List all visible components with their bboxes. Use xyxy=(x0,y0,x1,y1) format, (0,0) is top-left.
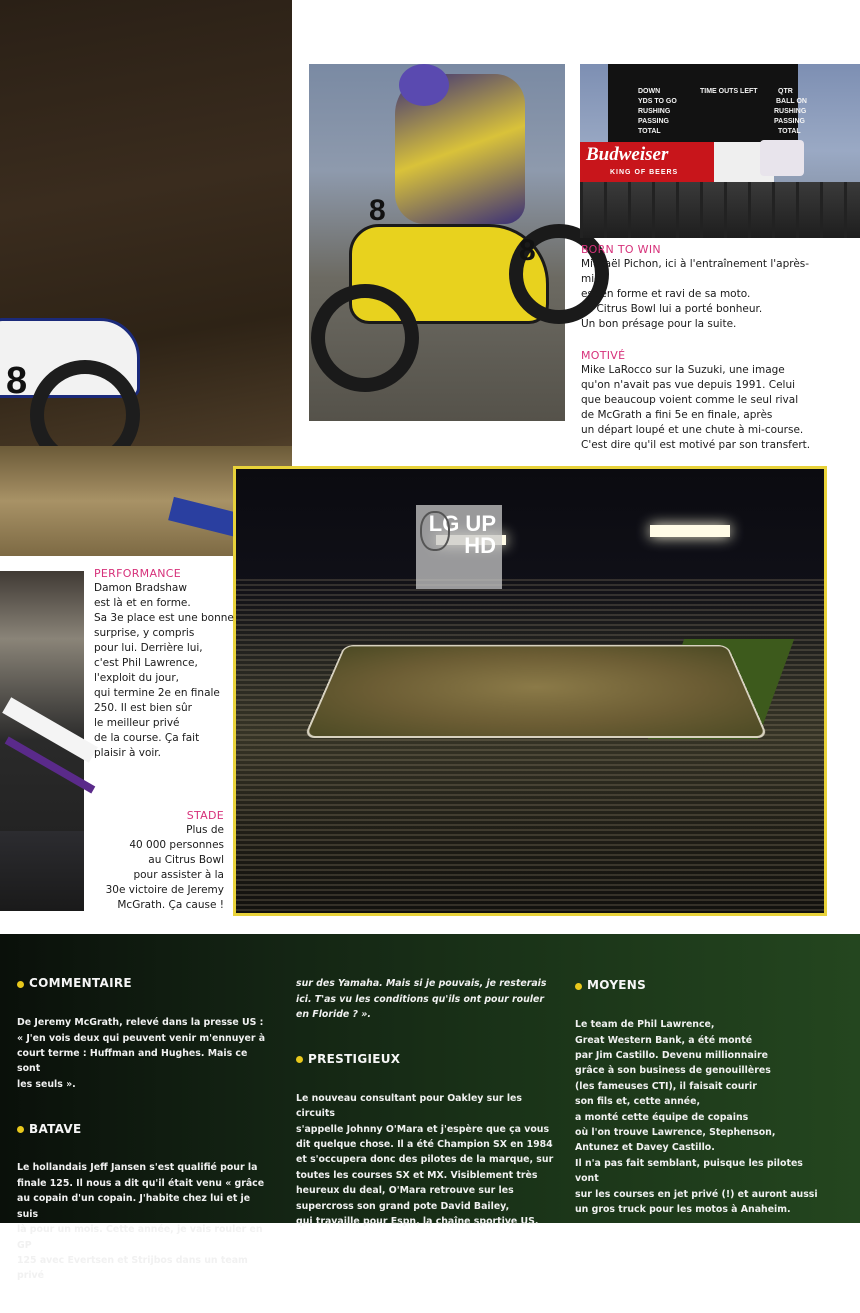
budweiser-tagline: KING OF BEERS xyxy=(610,169,679,176)
white-stripe xyxy=(2,697,98,763)
section-title: BATAVE xyxy=(29,1121,82,1136)
section-text: Le team de Phil Lawrence, Great Western Bank, a été monté par Jim Castillo. Devenu millionnaire grâce à son business de genouillères (les fameuses CTI), il faisait courir son fils et, cette année, a monté cette équipe de copains où l'on trouve Lawrence, Stephenson, Antunez et Davey Castillo. Il n'a pas fait semblant, puisque les pilotes vont sur les courses en jet privé (!) et auront aussi un gros truck pour les motos à Anaheim. xyxy=(575,1019,818,1216)
plate-number-side: 8 xyxy=(519,234,536,267)
photo-yellow-jumper xyxy=(309,64,565,421)
caption-text: Damon Bradshaw est là et en forme. Sa 3e place est une bonne surprise, y compris pour lui. Derrière lui, c'est Phil Lawrence, l'exploit du jour, qui termine 2e en finale 250. Il est bien sûr le meilleur privé de la course. Ça fait plaisir à voir. xyxy=(94,582,234,759)
section-heading xyxy=(575,978,825,993)
budweiser-banner xyxy=(580,142,714,182)
section-text: Le hollandais Jeff Jansen s'est qualifié pour la finale 125. Il nous a dit qu'il était venu « grâce au copain d'un copain. J'habite chez lui et je suis là pour un mois. Cette année, je vais rouler en GP 125 avec Evertsen et Strijbos dans un team privé xyxy=(17,1162,265,1282)
caption-heading: PERFORMANCE xyxy=(94,567,182,580)
section-heading xyxy=(296,1052,554,1067)
section-text: Le nouveau consultant pour Oakley sur les circuits s'appelle Johnny O'Mara et j'espère que ça vous dit quelque chose. Il a été Champion SX en 1984 et s'occupera donc des pilotes de la marque, sur toutes les courses SX et MX. Visiblement très heureux du deal, O'Mara retrouve sur les supercross son grand pote David Bailey, qui travaille pour Espn, la chaîne sportive US. xyxy=(296,1092,554,1228)
caption-motive xyxy=(581,348,841,453)
bullet-icon xyxy=(296,1056,303,1063)
scoreboard-label: PASSING xyxy=(774,118,805,125)
caption-heading: STADE xyxy=(186,809,224,822)
scoreboard-label: TOTAL xyxy=(778,128,801,135)
scoreboard-label: RUSHING xyxy=(774,108,807,115)
plate-number: 8 xyxy=(369,194,386,227)
scoreboard-label: YDS TO GO xyxy=(638,98,677,105)
scoreboard-label: QTR xyxy=(778,88,793,95)
budweiser-logo: Budweiser xyxy=(586,144,669,165)
news-column-middle xyxy=(296,961,554,1259)
helmet-shape xyxy=(399,64,449,106)
news-band xyxy=(0,934,860,1282)
stadium-light xyxy=(650,525,730,537)
section-title: COMMENTAIRE xyxy=(29,976,132,991)
scaffolding xyxy=(580,182,860,238)
section-heading xyxy=(17,976,267,991)
scoreboard-label: BALL ON xyxy=(776,98,807,105)
caption-born-to-win xyxy=(581,242,831,332)
photo-stadium xyxy=(233,466,827,916)
section-title: MOYENS xyxy=(587,978,647,993)
caption-heading: MOTIVÉ xyxy=(581,349,626,362)
section-text-continued: sur des Yamaha. Mais si je pouvais, je resterais ici. T'as vu les conditions qu'ils ont pour rouler en Floride ? ». xyxy=(296,978,547,1021)
scoreboard-label: RUSHING xyxy=(638,108,671,115)
section-text: De Jeremy McGrath, relevé dans la presse US : « J'en vois deux qui peuvent venir m'ennuyer à court terme : Huffman and Hughes. Mais ce sont les seuls ». xyxy=(17,1017,266,1090)
caption-text: Mike LaRocco sur la Suzuki, une image qu'on n'avait pas vue depuis 1991. Celui que beaucoup voient comme le seul rival de McGrath a fini 5e en finale, après un départ loupé et une chute à mi-course. C'est dire qu'il est motivé par son transfert. xyxy=(581,364,811,451)
plate-number: 8 xyxy=(6,360,28,402)
supercross-track xyxy=(304,645,769,738)
caption-text: Plus de 40 000 personnes au Citrus Bowl pour assister à la 30e victoire de Jeremy McGrath. Ça cause ! xyxy=(105,824,224,911)
photo-scoreboard xyxy=(580,64,860,238)
caption-text: Mickaël Pichon, ici à l'entraînement l'après-midi, est en forme et ravi de sa moto. Le Citrus Bowl lui a porté bonheur. Un bon présage pour la suite. xyxy=(581,258,810,330)
caption-performance xyxy=(94,566,234,761)
photo-side-detail xyxy=(0,571,84,911)
dark-object xyxy=(0,831,84,911)
scoreboard-label: PASSING xyxy=(638,118,669,125)
news-column-left xyxy=(17,961,267,1313)
caption-heading: BORN TO WIN xyxy=(581,243,661,256)
news-column-right xyxy=(575,963,825,1247)
front-wheel-shape xyxy=(311,284,419,392)
scoreboard-label: TOTAL xyxy=(638,128,661,135)
caption-stade xyxy=(84,808,224,913)
bullet-icon xyxy=(17,1126,24,1133)
crowd xyxy=(236,579,824,913)
sponsor-logo xyxy=(760,140,804,176)
section-title: PRESTIGIEUX xyxy=(308,1052,401,1067)
scoreboard-label: TIME OUTS LEFT xyxy=(700,88,758,95)
watermark-logo xyxy=(416,505,502,589)
watermark-face-icon xyxy=(420,511,450,551)
bullet-icon xyxy=(17,981,24,988)
watermark-text: LG UP HD xyxy=(428,511,496,558)
bullet-icon xyxy=(575,983,582,990)
section-heading xyxy=(17,1122,267,1137)
scoreboard-label: DOWN xyxy=(638,88,661,95)
scoreboard xyxy=(608,64,807,146)
